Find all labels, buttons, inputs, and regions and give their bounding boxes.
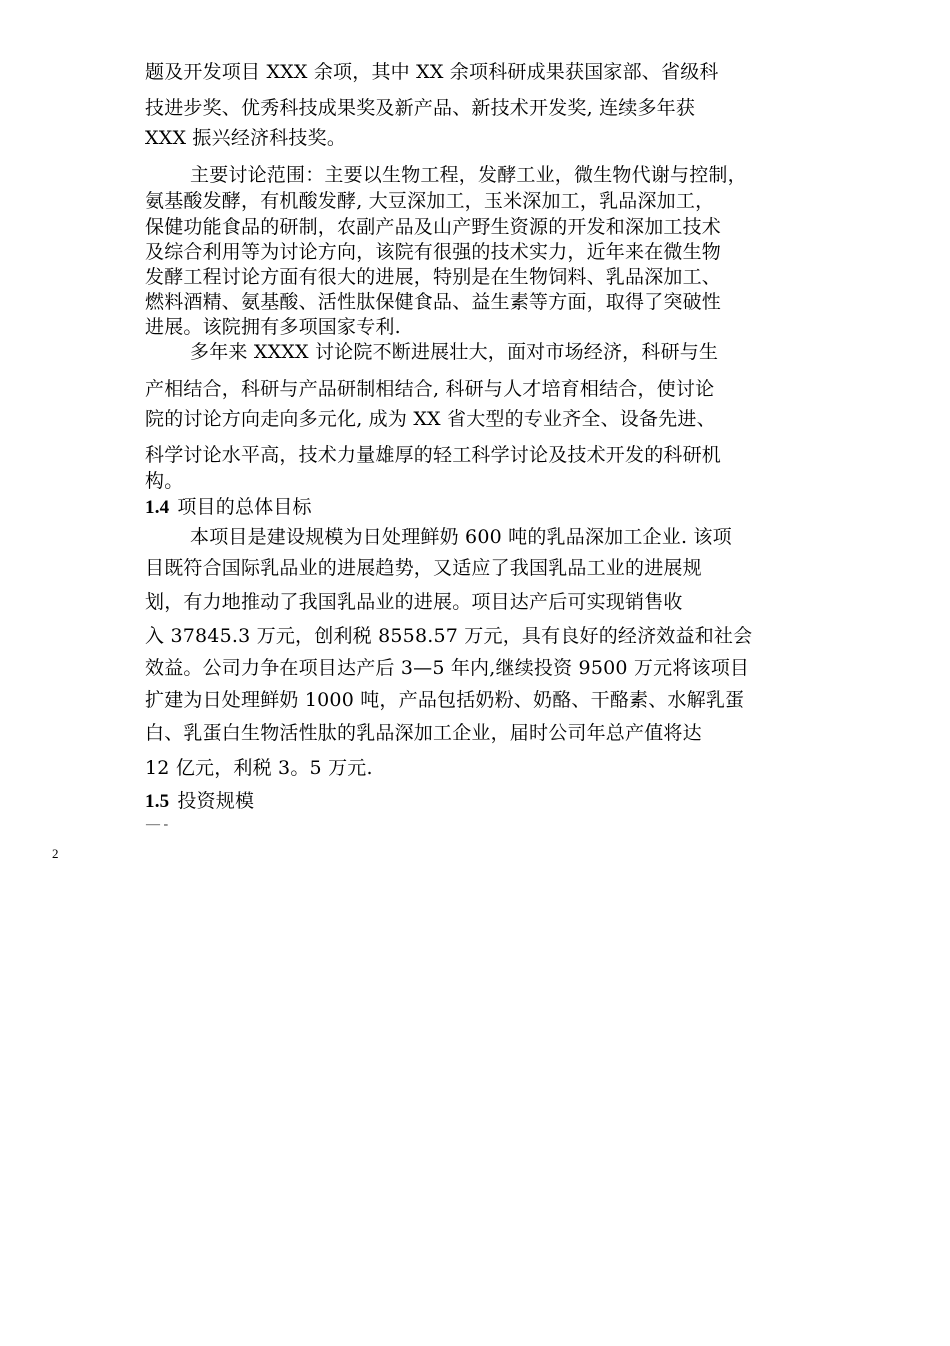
text-line: 题及开发项目 XXX 余项，其中 XX 余项科研成果获国家部、省级科 bbox=[145, 61, 719, 83]
text-line: 进展。该院拥有多项国家专利. bbox=[145, 316, 401, 338]
text-line: 技进步奖、优秀科技成果奖及新产品、新技术开发奖, 连续多年获 bbox=[145, 97, 696, 119]
text-line: 效益。公司力争在项目达产后 3—5 年内,继续投资 9500 万元将该项目 bbox=[145, 657, 750, 679]
text-line: 产相结合，科研与产品研制相结合, 科研与人才培育相结合，使讨论 bbox=[145, 378, 715, 400]
text-line: 燃料酒精、氨基酸、活性肽保健食品、益生素等方面，取得了突破性 bbox=[145, 291, 722, 313]
page-number: 2 bbox=[52, 846, 59, 861]
section-number: 1.5 bbox=[145, 791, 170, 812]
text-line: 构。 bbox=[145, 470, 184, 492]
text-line: XXX 振兴经济科技奖。 bbox=[145, 127, 347, 149]
text-line: 氨基酸发酵，有机酸发酵, 大豆深加工，玉米深加工，乳品深加工， bbox=[145, 190, 715, 212]
text-line: 划，有力地推动了我国乳品业的进展。项目达产后可实现销售收 bbox=[145, 591, 683, 613]
text-line: 主要讨论范围：主要以生物工程，发酵工业，微生物代谢与控制， bbox=[190, 164, 747, 186]
section-title: 项目的总体目标 bbox=[177, 496, 312, 518]
text-line: 多年来 XXXX 讨论院不断进展壮大，面对市场经济，科研与生 bbox=[190, 341, 719, 363]
text-line: 保健功能食品的研制，农副产品及山产野生资源的开发和深加工技术 bbox=[145, 216, 722, 238]
text-line: 12 亿元，利税 3。5 万元. bbox=[145, 757, 373, 779]
text-line: 目既符合国际乳品业的进展趋势，又适应了我国乳品工业的进展规 bbox=[145, 557, 702, 579]
text-line: 及综合利用等为讨论方向，该院有很强的技术实力，近年来在微生物 bbox=[145, 241, 722, 263]
text-line: 科学讨论水平高，技术力量雄厚的轻工科学讨论及技术开发的科研机 bbox=[145, 444, 722, 466]
footer-dash-mark: — - bbox=[146, 817, 169, 832]
section-heading-1-5 bbox=[145, 789, 254, 814]
section-number: 1.4 bbox=[145, 497, 170, 518]
section-heading-1-4 bbox=[145, 495, 312, 520]
text-line: 入 37845.3 万元，创利税 8558.57 万元，具有良好的经济效益和社会 bbox=[145, 625, 753, 647]
section-title: 投资规模 bbox=[177, 790, 255, 812]
text-line: 发酵工程讨论方面有很大的进展，特别是在生物饲料、乳品深加工、 bbox=[145, 266, 722, 288]
text-line: 本项目是建设规模为日处理鲜奶 600 吨的乳品深加工企业. 该项 bbox=[190, 526, 732, 548]
text-line: 院的讨论方向走向多元化, 成为 XX 省大型的专业齐全、设备先进、 bbox=[145, 408, 716, 430]
text-line: 扩建为日处理鲜奶 1000 吨，产品包括奶粉、奶酪、干酪素、水解乳蛋 bbox=[145, 689, 745, 711]
text-line: 白、乳蛋白生物活性肽的乳品深加工企业，届时公司年总产值将达 bbox=[145, 722, 702, 744]
